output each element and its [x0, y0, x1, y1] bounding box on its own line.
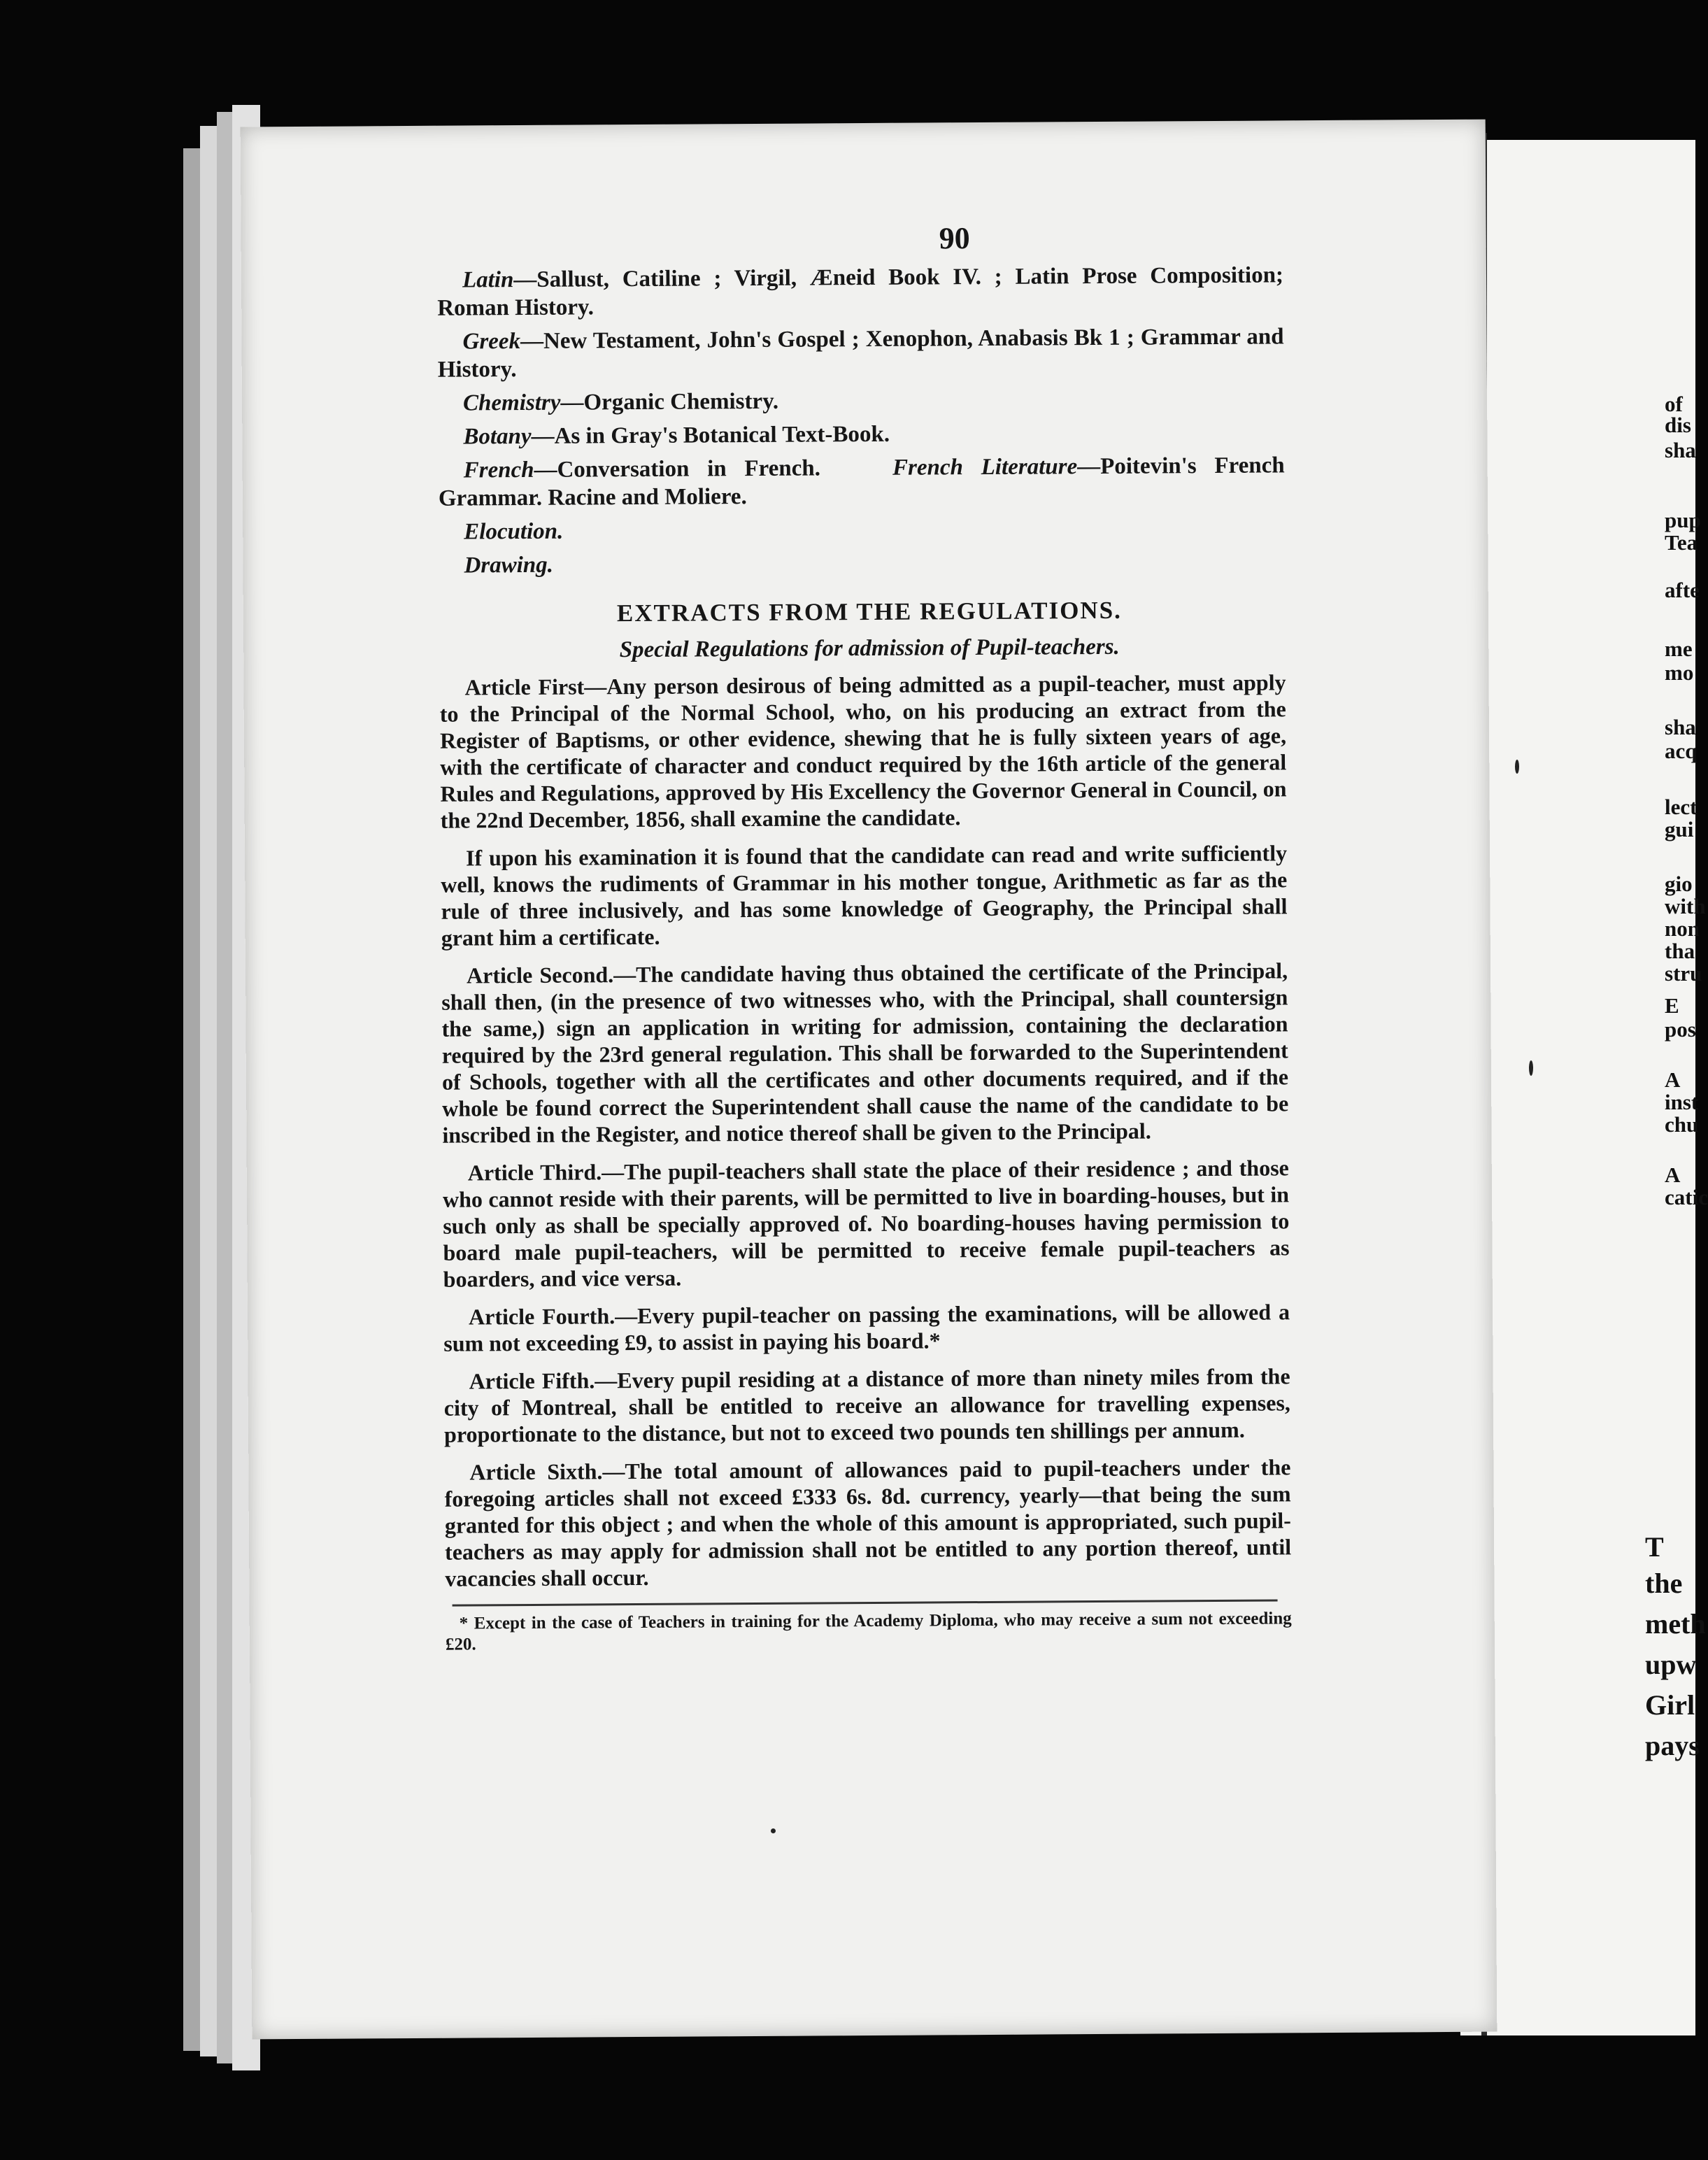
course-line [437, 322, 1283, 383]
facing-page-fragment: pos [1665, 1017, 1696, 1042]
facing-page-fragment: sha [1665, 715, 1696, 739]
facing-page-fragment: lect [1665, 795, 1698, 819]
article-paragraph: Article First—Any person desirous of being admitted as a pupil-teacher, must apply to the Principal of the Normal School, who, on his producing an extract from the Register of Baptisms, or other evidence, shewing that he is fully sixteen years of age, with the certificate of character and conduct required by the 16th article of the general Rules and Regulations, approved by His Excellency the Governor General in Council, on the 22nd December, 1856, shall examine the candidate. [439, 669, 1287, 833]
page-content [437, 218, 1292, 1655]
course-subject: Latin [462, 267, 514, 293]
facing-page-fragment: with [1665, 894, 1706, 918]
course-text: —Conversation in French. [534, 455, 821, 483]
course-line [439, 513, 1285, 546]
facing-page-fragment: inst [1665, 1090, 1699, 1114]
section-heading: EXTRACTS FROM THE REGULATIONS. [616, 596, 1122, 627]
course-subject: French [463, 457, 534, 483]
course-line [438, 418, 1284, 450]
facing-page-fragment: acq [1665, 739, 1698, 763]
facing-page-fragment: Girl [1645, 1689, 1695, 1721]
article-list [439, 669, 1291, 1591]
article-paragraph: Article Sixth.—The total amount of allowances paid to pupil-teachers under the foregoing articles shall not exceed £333 6s. 8d. currency, yearly—that being the sum granted for this object ; and when the whole of this amount is appropriated, such pupil-teachers as may apply for admission shall not be entitled to any portion thereof, until vacancies shall occur. [444, 1454, 1292, 1591]
footnote: * Except in the case of Teachers in training for the Academy Diploma, who may receive a sum not exceeding £20. [445, 1609, 1292, 1654]
course-line [439, 451, 1285, 512]
document-page [241, 120, 1497, 2040]
course-list [437, 261, 1286, 579]
article-paragraph: Article Fourth.—Every pupil-teacher on passing the examinations, will be allowed a sum not exceeding £9, to assist in paying his board.* [443, 1299, 1290, 1356]
facing-page-fragment: pays [1645, 1730, 1700, 1761]
facing-page-fragment: afte [1665, 578, 1700, 602]
facing-page-fragment: catic [1665, 1185, 1708, 1209]
facing-page-fragment: gui [1665, 817, 1694, 841]
facing-page-fragment: stru [1665, 961, 1702, 986]
facing-page-fragment: of [1665, 392, 1683, 416]
course-subject: Chemistry [462, 390, 561, 416]
ink-speck [1515, 760, 1519, 774]
facing-page-fragment: non [1665, 916, 1700, 941]
facing-page-fragment: pup [1665, 508, 1701, 532]
facing-page-fragment: the [1645, 1568, 1683, 1599]
facing-page-fragment: gio [1665, 872, 1693, 896]
facing-page-fragment: meth [1645, 1608, 1706, 1640]
footnote-divider [453, 1599, 1278, 1606]
facing-page-fragment: dis [1665, 413, 1691, 437]
course-text: —As in Gray's Botanical Text-Book. [531, 421, 890, 449]
course-text: —New Testament, John's Gospel ; Xenophon, Anabasis Bk 1 ; Grammar and History. [437, 324, 1284, 383]
article-paragraph: Article Third.—The pupil-teachers shall state the place of their residence ; and those who cannot reside with their parents, will be permitted to live in boarding-houses, but in such only as shall be specially approved of. No boarding-houses having permission to board male pupil-teachers, will be permitted to receive female pupil-teachers as boarders, and vice versa. [442, 1155, 1290, 1292]
ink-speck [1529, 1060, 1533, 1076]
facing-page-fragment: A [1665, 1163, 1681, 1187]
course-subject: Botany [463, 423, 532, 450]
course-subject: Elocution. [464, 518, 564, 545]
facing-page-fragment: chu [1665, 1112, 1699, 1137]
facing-page-fragment: E [1665, 993, 1679, 1018]
course-line [439, 546, 1285, 579]
article-paragraph: Article Second.—The candidate having thus obtained the certificate of the Principal, shall then, (in the presence of two witnesses who, with the Principal, shall countersign the same,) sign an application in writing for admission, containing the declaration required by the 23rd general regulation. This shall be forwarded to the Superintendent of Schools, together with all the certificates and other documents required, and if the whole be found correct the Superintendent shall cause the name of the candidate to be inscribed in the Register, and notice thereof shall be given to the Principal. [441, 958, 1289, 1148]
article-paragraph: If upon his examination it is found that the candidate can read and write sufficiently well, knows the rudiments of Grammar in his mother tongue, Arithmetic as far as the rule of three inclusively, and has some knowledge of Geography, the Principal shall grant him a certificate. [441, 840, 1288, 951]
section-subheading: Special Regulations for admission of Pupil-teachers. [619, 634, 1120, 663]
facing-page-fragment: tha [1665, 939, 1695, 963]
course-subject: French Literature [820, 454, 1078, 481]
facing-page-fragment: upw [1645, 1649, 1697, 1680]
course-subject: Greek [462, 329, 521, 355]
facing-page-fragment: Tea [1665, 530, 1698, 555]
facing-page-fragment: sha [1665, 438, 1696, 462]
page-number: 90 [939, 221, 970, 256]
ink-speck [771, 1828, 776, 1833]
facing-page-fragment: T [1645, 1531, 1664, 1563]
article-paragraph: Article Fifth.—Every pupil residing at a distance of more than ninety miles from the city of Montreal, shall be entitled to receive an allowance for travelling expenses, proportionate to the distance, but not to exceed two pounds ten shillings per annum. [443, 1363, 1290, 1447]
course-text: —Sallust, Catiline ; Virgil, Æneid Book IV. ; Latin Prose Composition; Roman History. [437, 262, 1284, 321]
course-subject: Drawing. [464, 552, 554, 578]
facing-page-fragment: A [1665, 1067, 1681, 1092]
course-text: —Organic Chemistry. [560, 388, 779, 415]
course-line [438, 384, 1284, 417]
facing-page-fragment: mo [1665, 660, 1694, 685]
course-text: —Poitevin's French Grammar. Racine and Moliere. [438, 453, 1285, 511]
course-line [437, 261, 1283, 322]
facing-page-fragment: me [1665, 637, 1693, 661]
